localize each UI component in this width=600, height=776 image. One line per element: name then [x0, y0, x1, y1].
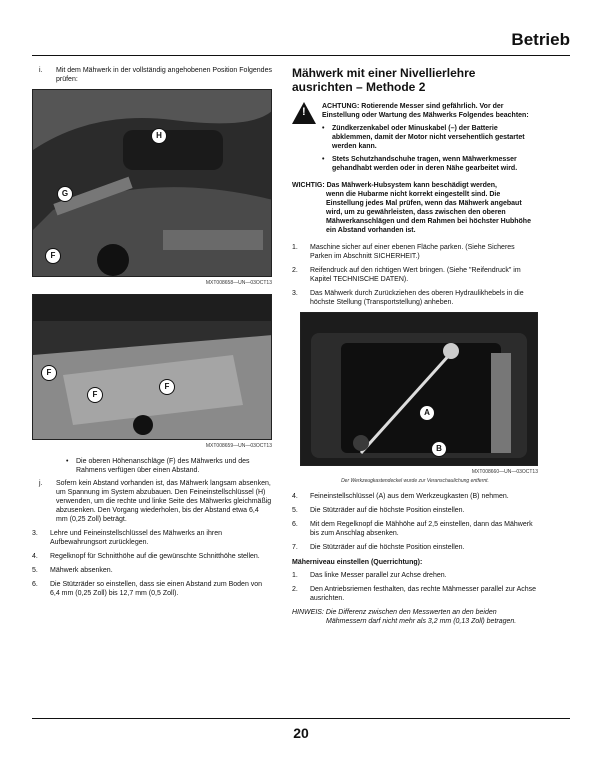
step-text: Den Antriebsriemen festhalten, das rechte Mähmesser parallel zur Achse ausrichten. — [310, 586, 537, 602]
step-7 — [292, 543, 538, 552]
deck-top-illustration — [33, 295, 272, 439]
step-number: i. — [39, 67, 43, 74]
callout-f-1: F — [41, 365, 57, 381]
callout-f-2: F — [87, 387, 103, 403]
step-text: Regelknopf für Schnitthöhe auf die gewünschte Schnitthöhe stellen. — [50, 553, 260, 560]
step-number: 5. — [292, 507, 298, 514]
right-column — [292, 66, 538, 626]
step-number: 4. — [292, 493, 298, 500]
step-text: Lehre und Feineinstellschlüssel des Mähwerks an ihren Aufbewahrungsort zurücklegen. — [50, 530, 222, 546]
left-column — [32, 66, 272, 603]
callout-b: B — [431, 441, 447, 457]
important-lead: WICHTIG: Das Mähwerk-Hubsystem kann beschädigt werden, — [292, 182, 497, 189]
important-text: wenn die Hubarme nicht korrekt eingestellt sind. Die Einstellung jedes Mal prüfen, wenn das Mähwerk angebaut wird, um zu gewährleisten, dass zwischen den oberen Mähwerkanschlägen und dem Rahmen bei höchster Hubhöhe ein Abstand vorhanden ist. — [326, 191, 531, 234]
page-number: 20 — [293, 725, 309, 741]
step-number: 2. — [292, 267, 298, 274]
photo-deck-side — [32, 89, 272, 277]
step-number: 3. — [32, 530, 38, 537]
warning-bullet: • Zündkerzenkabel oder Minuskabel (–) der Batterie abklemmen, damit der Motor nicht versehentlich gestartet werden kann. — [322, 124, 538, 151]
step-5 — [292, 506, 538, 515]
step-number: 4. — [32, 553, 38, 560]
warning-icon: ! — [292, 102, 316, 124]
photo-subcaption: Der Werkzeugkastendeckel wurde zur Veranschaulichung entfernt. — [341, 478, 489, 484]
note-lead: HINWEIS: Die Differenz zwischen den Messwerten an den beiden — [292, 609, 497, 616]
footer-rule — [32, 718, 570, 719]
step-5 — [32, 566, 272, 575]
step-number: 6. — [32, 581, 38, 588]
toolbox-illustration — [301, 313, 537, 465]
page-title: Betrieb — [511, 30, 570, 49]
warning-text: ACHTUNG: Rotierende Messer sind gefährlich. Vor der Einstellung oder Wartung des Mähwerks Folgendes beachten: — [322, 103, 529, 119]
note — [292, 608, 538, 626]
step-4 — [32, 552, 272, 561]
page-footer — [32, 718, 570, 741]
step-3 — [292, 289, 538, 307]
step-1 — [292, 243, 538, 261]
step-text: Mähwerk absenken. — [50, 567, 113, 574]
step-text: Das Mähwerk durch Zurückziehen des oberen Hydraulikhebels in die höchste Stellung (Transportstellung) anheben. — [310, 290, 524, 306]
callout-g: G — [57, 186, 73, 202]
step-text: Das linke Messer parallel zur Achse drehen. — [310, 572, 447, 579]
callout-f-3: F — [159, 379, 175, 395]
subsection-heading: Mäherniveau einstellen (Querrichtung): — [292, 559, 423, 566]
step-2 — [292, 585, 538, 603]
step-text: Mit dem Mähwerk in der vollständig angehobenen Position Folgendes prüfen: — [56, 67, 272, 83]
step-6 — [292, 520, 538, 538]
photo-caption: MXT008660—UN—03OCT13 — [471, 469, 538, 475]
step-i — [32, 66, 272, 84]
step-number: 7. — [292, 544, 298, 551]
section-heading: Mähwerk mit einer Nivellierlehre ausrichten – Methode 2 — [292, 66, 476, 94]
photo-caption: MXT008659—UN—03OCT13 — [205, 443, 272, 449]
step-number: 1. — [292, 572, 298, 579]
step-1 — [292, 571, 538, 580]
step-j — [32, 479, 272, 524]
warning-bullet: • Stets Schutzhandschuhe tragen, wenn Mähwerkmesser gehandhabt werden oder in deren Nähe gearbeitet wird. — [322, 155, 538, 173]
step-number: 2. — [292, 586, 298, 593]
step-text: Die Stützräder so einstellen, dass sie einen Abstand zum Boden von 6,4 mm (0,25 Zoll) bis 12,7 mm (0,5 Zoll). — [50, 581, 263, 597]
step-number: 3. — [292, 290, 298, 297]
step-number: 5. — [32, 567, 38, 574]
header-rule — [32, 55, 570, 56]
step-text: Die Stützräder auf die höchste Position einstellen. — [310, 544, 465, 551]
callout-a: A — [419, 405, 435, 421]
photo-deck-top — [32, 294, 272, 440]
step-2 — [292, 266, 538, 284]
callout-h: H — [151, 128, 167, 144]
step-6 — [32, 580, 272, 598]
important-note — [292, 181, 538, 235]
photo-toolbox — [300, 312, 538, 466]
step-text: Die Stützräder auf die höchste Position einstellen. — [310, 507, 465, 514]
callout-f: F — [45, 248, 61, 264]
step-number: 1. — [292, 244, 298, 251]
step-text: Mit dem Regelknopf die Mähhöhe auf 2,5 einstellen, dann das Mähwerk bis zum Anschlag absenken. — [310, 521, 533, 537]
bullet-item: • Die oberen Höhenanschläge (F) des Mähwerks und des Rahmens verfügen über einen Abstand. — [66, 457, 272, 475]
photo-caption: MXT008658—UN—03OCT13 — [205, 280, 272, 286]
deck-side-illustration — [33, 90, 272, 276]
note-text: Mähmessern darf nicht mehr als 3,2 mm (0,13 Zoll) betragen. — [326, 618, 517, 625]
step-text: Sofern kein Abstand vorhanden ist, das Mähwerk langsam absenken, um Spannung im System abzubauen. Den Feineinstellschlüssel (H) verwenden, um die rechte und linke Seite des Mähwerks gleichmäßig abzusenken. Den Vorgang wiederholen, bis der Abstand etwa 6,4 mm (0,25 Zoll) beträgt. — [56, 480, 272, 523]
page-header — [32, 28, 570, 56]
step-3 — [32, 529, 272, 547]
warning-block — [292, 102, 538, 173]
step-text: Feineinstellschlüssel (A) aus dem Werkzeugkasten (B) nehmen. — [310, 493, 509, 500]
bullet-list — [32, 457, 272, 475]
step-number: j. — [39, 480, 43, 487]
step-4 — [292, 492, 538, 501]
step-text: Maschine sicher auf einer ebenen Fläche parken. (Siehe Sicheres Parken im Abschnitt SICHERHEIT.) — [310, 244, 515, 260]
step-text: Reifendruck auf den richtigen Wert bringen. (Siehe "Reifendruck" im Kapitel TECHNISCHE DATEN). — [310, 267, 521, 283]
step-number: 6. — [292, 521, 298, 528]
